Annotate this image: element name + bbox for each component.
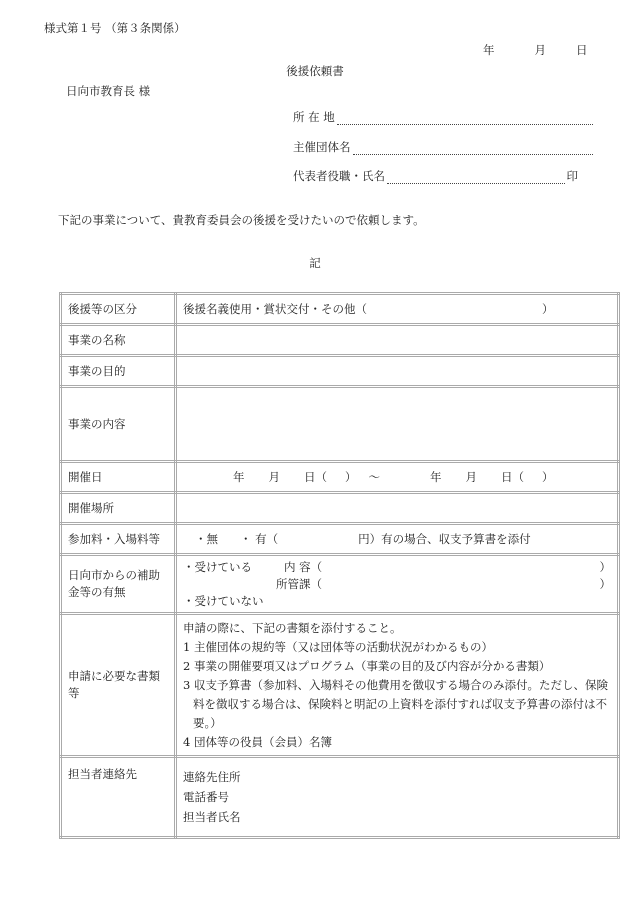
date-year: 年 <box>483 43 495 57</box>
fee-yes-option[interactable]: ・ 有（ <box>240 531 279 546</box>
event-content-cell[interactable] <box>176 387 619 462</box>
contact-label: 担当者連絡先 <box>61 757 176 838</box>
subsidy-cell[interactable] <box>176 555 619 614</box>
table-row <box>61 493 619 524</box>
table-row <box>61 294 619 325</box>
fee-yen-note: 円）有の場合、収支予算書を添付 <box>358 531 531 546</box>
table-row <box>61 614 619 757</box>
organizer-field[interactable] <box>293 137 593 155</box>
docs-label: 申請に必要な書類等 <box>61 614 176 757</box>
table-row <box>61 387 619 462</box>
date-start-year: 年 <box>233 469 245 484</box>
fee-label: 参加料・入場料等 <box>61 524 176 555</box>
kubun-value[interactable] <box>176 294 619 325</box>
date-start-close: ） <box>345 469 357 484</box>
date-end-day: 日（ <box>501 469 524 484</box>
date-end-month: 月 <box>465 469 477 484</box>
document-title: 後援依頼書 <box>286 64 344 78</box>
docs-intro: 申請の際に、下記の書類を添付すること。 <box>183 620 402 635</box>
contact-person-label: 担当者氏名 <box>183 810 241 824</box>
event-place-label: 開催場所 <box>61 493 176 524</box>
kubun-close: ） <box>542 301 554 316</box>
organizer-line[interactable] <box>353 142 594 155</box>
form-number: 様式第１号 （第３条関係） <box>44 21 186 35</box>
organizer-label: 主催団体名 <box>293 140 351 154</box>
date-line <box>483 42 588 58</box>
contact-address-label: 連絡先住所 <box>183 770 241 784</box>
address-line[interactable] <box>337 112 593 125</box>
docs-item-2: 2 事業の開催要項又はプログラム（事業の目的及び内容が分かる書類） <box>183 658 551 673</box>
contact-phone-label: 電話番号 <box>183 790 229 804</box>
table-row <box>61 325 619 356</box>
subsidy-content-close: ） <box>599 559 611 574</box>
subsidy-content-label: 内 容（ <box>284 559 323 574</box>
addressee: 日向市教育長 様 <box>66 84 151 98</box>
address-label: 所 在 地 <box>293 110 335 124</box>
subsidy-dept-close: ） <box>599 576 611 591</box>
event-purpose-cell[interactable] <box>176 356 619 387</box>
representative-field[interactable] <box>293 166 578 184</box>
docs-item-4: 4 団体等の役員（会員）名簿 <box>183 734 332 749</box>
date-tilde: 〜 <box>368 469 380 484</box>
representative-line[interactable] <box>387 171 565 184</box>
docs-item-1: 1 主催団体の規約等（又は団体等の活動状況がわかるもの） <box>183 639 493 654</box>
event-place-cell[interactable] <box>176 493 619 524</box>
contact-cell[interactable] <box>176 757 619 838</box>
date-end-year: 年 <box>430 469 442 484</box>
date-day: 日 <box>576 43 588 57</box>
fee-cell[interactable] <box>176 524 619 555</box>
docs-cell <box>176 614 619 757</box>
table-row <box>61 462 619 493</box>
ki-heading: 記 <box>309 256 321 270</box>
docs-item-3: 3 収支予算書（参加料、入場料その他費用を徴収する場合のみ添付。ただし、保険料を徴収する場合は、保険料と明記の上資料を添付すれば収支予算書の添付は不要。） <box>183 677 608 730</box>
kubun-label: 後援等の区分 <box>61 294 176 325</box>
event-date-cell[interactable] <box>176 462 619 493</box>
fee-none-option[interactable]: ・無 <box>195 531 218 546</box>
event-purpose-label: 事業の目的 <box>61 356 176 387</box>
kubun-options: 後援名義使用・賞状交付・その他（ <box>183 301 367 316</box>
event-name-label: 事業の名称 <box>61 325 176 356</box>
event-content-label: 事業の内容 <box>61 387 176 462</box>
address-field[interactable] <box>293 107 593 125</box>
table-row <box>61 757 619 838</box>
date-end-close: ） <box>542 469 554 484</box>
event-date-label: 開催日 <box>61 462 176 493</box>
subsidy-not-receiving-option[interactable]: ・受けていない <box>183 593 264 608</box>
table-row <box>61 555 619 614</box>
table-row <box>61 356 619 387</box>
event-name-cell[interactable] <box>176 325 619 356</box>
subsidy-receiving-option[interactable]: ・受けている <box>183 559 252 574</box>
date-start-month: 月 <box>268 469 280 484</box>
date-month: 月 <box>534 43 546 57</box>
subsidy-dept-label: 所管課（ <box>276 576 322 591</box>
seal-mark: 印 <box>566 169 578 183</box>
request-statement: 下記の事業について、貴教育委員会の後援を受けたいので依頼します。 <box>58 213 425 227</box>
date-start-day: 日（ <box>304 469 327 484</box>
request-form-table <box>59 292 620 839</box>
representative-label: 代表者役職・氏名 <box>293 169 385 183</box>
table-row <box>61 524 619 555</box>
subsidy-label: 日向市からの補助金等の有無 <box>61 555 176 614</box>
